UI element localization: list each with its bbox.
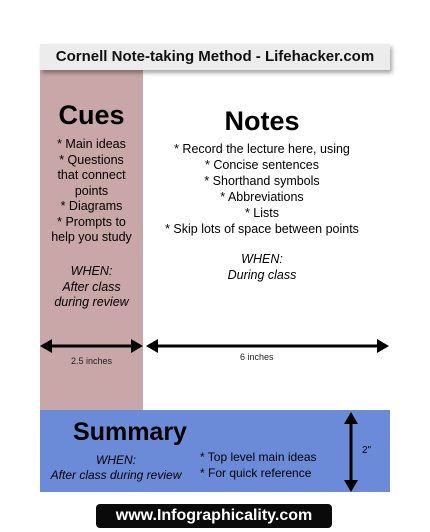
cues-item: points xyxy=(74,183,109,198)
notes-when-text: During class xyxy=(227,268,297,282)
cues-item: that connect xyxy=(57,168,126,182)
notes-width-arrow xyxy=(146,339,389,353)
summary-heading: Summary xyxy=(73,418,187,446)
summary-item: * For quick reference xyxy=(200,465,312,480)
cues-heading: Cues xyxy=(58,100,125,130)
summary-item: * Top level main ideas xyxy=(200,450,317,464)
cues-width-arrow xyxy=(40,339,143,353)
summary-list xyxy=(200,450,340,481)
footer-url: www.Infographicality.com xyxy=(96,504,332,528)
page-title: Cornell Note-taking Method - Lifehacker.com xyxy=(40,44,390,70)
cues-item: * Prompts to xyxy=(57,214,126,229)
notes-item: * Abbreviations xyxy=(220,190,304,204)
notes-width-label: 6 inches xyxy=(240,352,274,362)
cues-when-text: during review xyxy=(54,295,129,309)
summary-height-label: 2" xyxy=(362,445,372,456)
notes-item: * Lists xyxy=(244,206,280,220)
cues-item: help you study xyxy=(51,230,132,244)
notes-when-label: WHEN: xyxy=(241,252,283,266)
notes-item: * Skip lots of space between points xyxy=(165,222,359,236)
cues-item: * Main ideas xyxy=(57,137,126,151)
summary-height-arrow xyxy=(344,412,358,492)
cues-when-label: WHEN: xyxy=(70,264,113,278)
notes-item: * Shorthand symbols xyxy=(204,174,320,188)
notes-item: * Concise sentences xyxy=(205,158,319,172)
cues-when-text: After class xyxy=(62,279,121,294)
notes-heading: Notes xyxy=(224,106,300,136)
notes-item: * Record the lecture here, using xyxy=(174,142,350,156)
cues-width-label: 2.5 inches xyxy=(71,356,113,366)
cues-item: * Questions xyxy=(59,152,124,167)
cues-item: * Diagrams xyxy=(60,199,123,213)
summary-when xyxy=(40,453,192,483)
summary-when-label: WHEN: xyxy=(96,453,136,467)
summary-when-text: After class during review xyxy=(50,468,182,482)
